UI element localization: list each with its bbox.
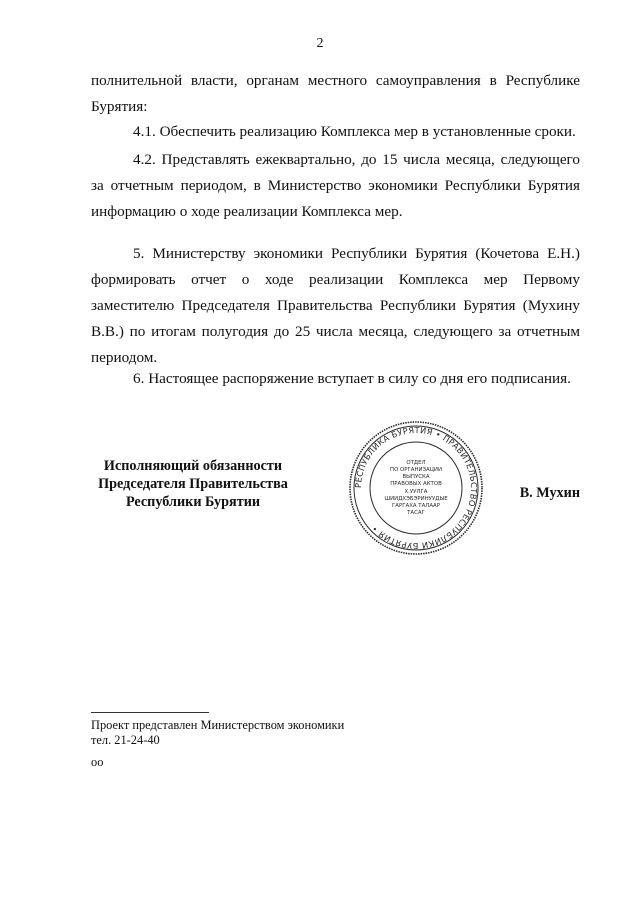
stamp-line: ШИИДХЭБЭРИНУУДЫЕ bbox=[384, 496, 448, 502]
signatory-position-line: Республики Бурятии bbox=[125, 494, 261, 510]
footer-phone: тел. 21-24-40 bbox=[91, 733, 160, 747]
signatory-position-line: Председателя Правительства bbox=[98, 476, 288, 492]
signatory-position-line: Исполняющий обязанности bbox=[103, 458, 283, 474]
stamp-line: ПРАВОВЫХ АКТОВ bbox=[390, 481, 442, 487]
stamp-line: Х.УУЛГА bbox=[404, 489, 428, 495]
paragraph-text: 4.1. Обеспечить реализацию Комплекса мер в установленные сроки. bbox=[133, 123, 576, 140]
footer-initials: оо bbox=[91, 755, 104, 769]
stamp-line: ВЫПУСКА bbox=[402, 474, 430, 480]
paragraph-5 bbox=[91, 241, 580, 371]
stamp-line: ГАРГАХА ТАЛААР bbox=[392, 503, 440, 509]
svg-text:РЕСПУБЛИКА БУРЯТИЯ • ПРАВИТЕЛЬ bbox=[353, 425, 479, 551]
signatory-position bbox=[80, 457, 306, 511]
stamp-line: ПО ОРГАНИЗАЦИИ bbox=[390, 467, 442, 473]
footnote-divider bbox=[91, 712, 209, 713]
paragraph-text: полнительной власти, органам местного самоуправления в Республике Бурятия: bbox=[91, 72, 580, 115]
paragraph-continuation bbox=[91, 68, 580, 120]
page-number: 2 bbox=[316, 36, 324, 51]
paragraph-6 bbox=[91, 366, 580, 392]
paragraph-4-1 bbox=[91, 119, 580, 145]
paragraph-4-2 bbox=[91, 147, 580, 225]
official-stamp bbox=[346, 418, 486, 558]
stamp-line: ОТДЕЛ bbox=[406, 460, 426, 466]
paragraph-text: 6. Настоящее распоряжение вступает в силу со дня его подписания. bbox=[133, 370, 571, 387]
signatory-name: В. Мухин bbox=[519, 485, 580, 501]
paragraph-text: 5. Министерству экономики Республики Бурятия (Кочетова Е.Н.) формировать отчет о ходе реализации Комплекса мер Первому заместителю Председателя Правительства Республики Бурятия (Мухину В.В.) по итогам полугодия до 25 числа месяца, следующего за отчетным периодом. bbox=[91, 245, 580, 366]
footer-author: Проект представлен Министерством экономики bbox=[91, 718, 345, 732]
stamp-outer-text: РЕСПУБЛИКА БУРЯТИЯ • ПРАВИТЕЛЬСТВО РЕСПУБЛИКИ БУРЯТИЯ • bbox=[352, 424, 480, 552]
paragraph-text: 4.2. Представлять ежеквартально, до 15 числа месяца, следующего за отчетным периодом, в Министерство экономики Республики Бурятия информацию о ходе реализации Комплекса мер. bbox=[91, 151, 580, 220]
stamp-seal-icon bbox=[346, 418, 486, 558]
stamp-line: ТАСАГ bbox=[407, 510, 425, 516]
